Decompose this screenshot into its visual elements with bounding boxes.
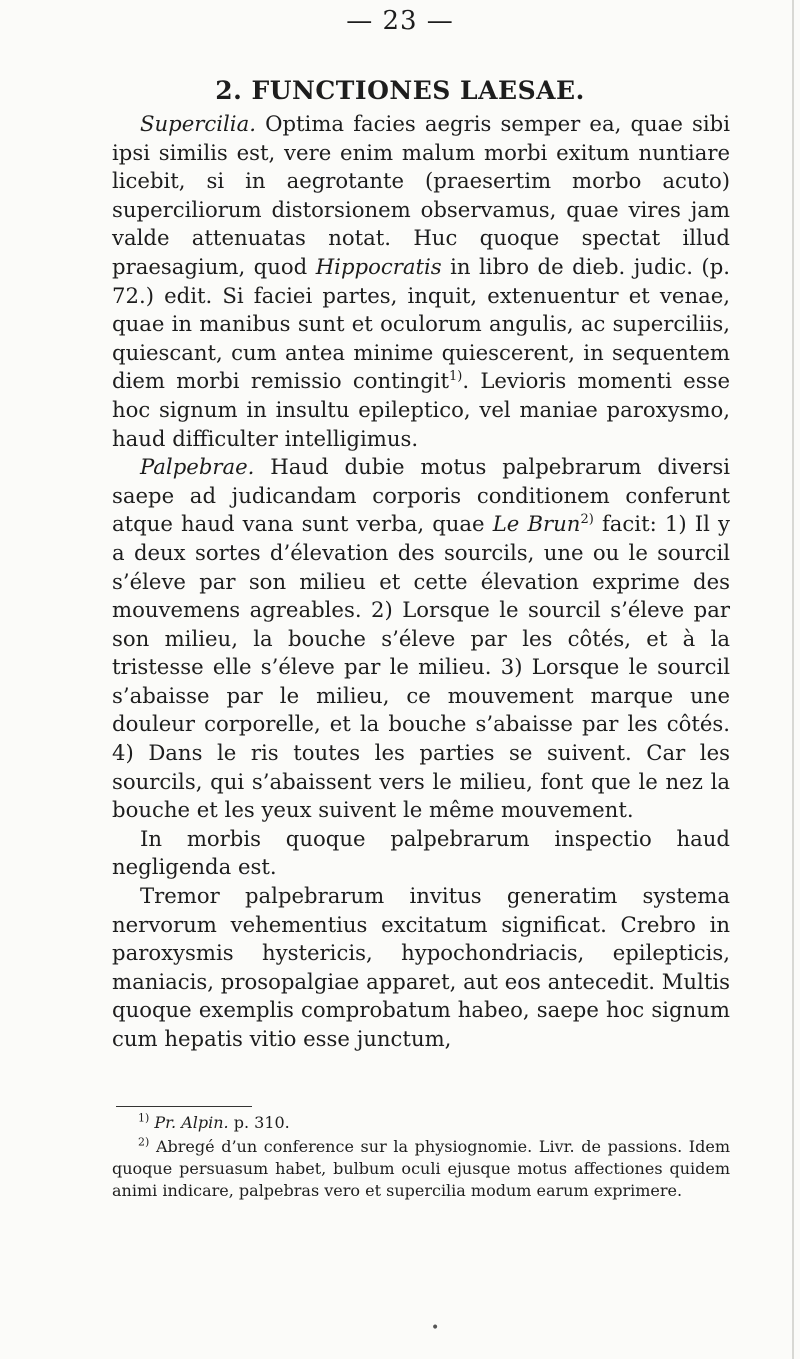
footnotes bbox=[112, 1112, 730, 1204]
section-title: 2. FUNCTIONES LAESAE. bbox=[215, 76, 585, 105]
footnote-text: Abregé d’un conference sur la physiognomie. Livr. de passions. Idem quoque persuasum habet, bulbum oculi ejusque motus affectiones quidem animi indicare, palpebras vero et supercilia modum earum exprimere. bbox=[112, 1137, 730, 1200]
footnote-text: p. 310. bbox=[228, 1113, 290, 1132]
page-number: — 23 — bbox=[346, 6, 454, 36]
paragraph-text: facit: 1) Il y a deux sortes d’élevation des sourcils, une ou le sourcil s’éleve par son milieu et cette élevation exprime des mouvemens agreables. 2) Lorsque le sourcil s’éleve par son milieu, la bouche s’éleve par les côtés, et à la tristesse elle s’éleve par le milieu. 3) Lorsque le sourcil s’abaisse par le milieu, ce mouvement marque une douleur corporelle, et la bouche s’abaisse par les côtés. 4) Dans le ris toutes les parties se suivent. Car les sourcils, qui s’abaissent vers le milieu, font que le nez la bouche et les yeux suivent le même mouvement. bbox=[112, 511, 730, 823]
ink-speck: • bbox=[431, 1320, 440, 1336]
author-name: Le Brun bbox=[492, 511, 581, 537]
page-edge bbox=[792, 0, 794, 1359]
footnote-ref[interactable]: 2) bbox=[580, 512, 594, 528]
paragraph-lead: Palpebrae. bbox=[140, 454, 255, 480]
paragraph-supercilia bbox=[112, 110, 730, 453]
footnote-rule bbox=[116, 1106, 252, 1107]
footnote-1 bbox=[112, 1112, 730, 1134]
paragraph-text: in libro de dieb. judic. (p. 72.) edit. Si faciei partes, inquit, extenuentur et venae, quae in manibus sunt et oculorum angulis, ac superciliis, quiescant, cum antea minime quiescerent, in sequentem diem morbi remissio contingit bbox=[112, 253, 730, 394]
paragraph-tremor: Tremor palpebrarum invitus generatim systema nervorum vehementius excitatum significat. Crebro in paroxysmis hystericis, hypochondriacis, epilepticis, maniacis, prosopalgiae apparet, aut eos antecedit. Multis quoque exemplis comprobatum habeo, saepe hoc signum cum hepatis vitio esse junctum, bbox=[112, 883, 730, 1051]
author-name: Hippocratis bbox=[315, 253, 442, 279]
main-text bbox=[112, 110, 730, 1054]
paragraph-morbis: In morbis quoque palpebrarum inspectio haud negligenda est. bbox=[112, 825, 730, 880]
paragraph-lead: Supercilia. bbox=[140, 111, 256, 136]
footnote-2 bbox=[112, 1136, 730, 1202]
footnote-mark: 1) bbox=[138, 1111, 150, 1125]
paragraph-text: . Levioris momenti esse hoc signum in insultu epileptico, vel maniae paroxysmo, haud difficulter intelligimus. bbox=[112, 368, 730, 451]
paragraph-text: Haud dubie motus palpebrarum diversi saepe ad judicandam corporis conditionem conferunt atque haud vana sunt verba, quae bbox=[112, 454, 730, 537]
footnote-author: Pr. Alpin. bbox=[154, 1113, 229, 1132]
paragraph-palpebrae bbox=[112, 453, 730, 825]
footnote-ref[interactable]: 1) bbox=[448, 369, 463, 385]
paragraph-text: Optima facies aegris semper ea, quae sibi ipsi similis est, vere enim malum morbi exitum nuntiare licebit, si in aegrotante (praesertim morbo acuto) superciliorum distorsionem observamus, quae vires jam valde attenuatas notat. Huc quoque spectat illud praesagium, quod bbox=[112, 111, 730, 279]
footnote-mark: 2) bbox=[138, 1135, 150, 1149]
